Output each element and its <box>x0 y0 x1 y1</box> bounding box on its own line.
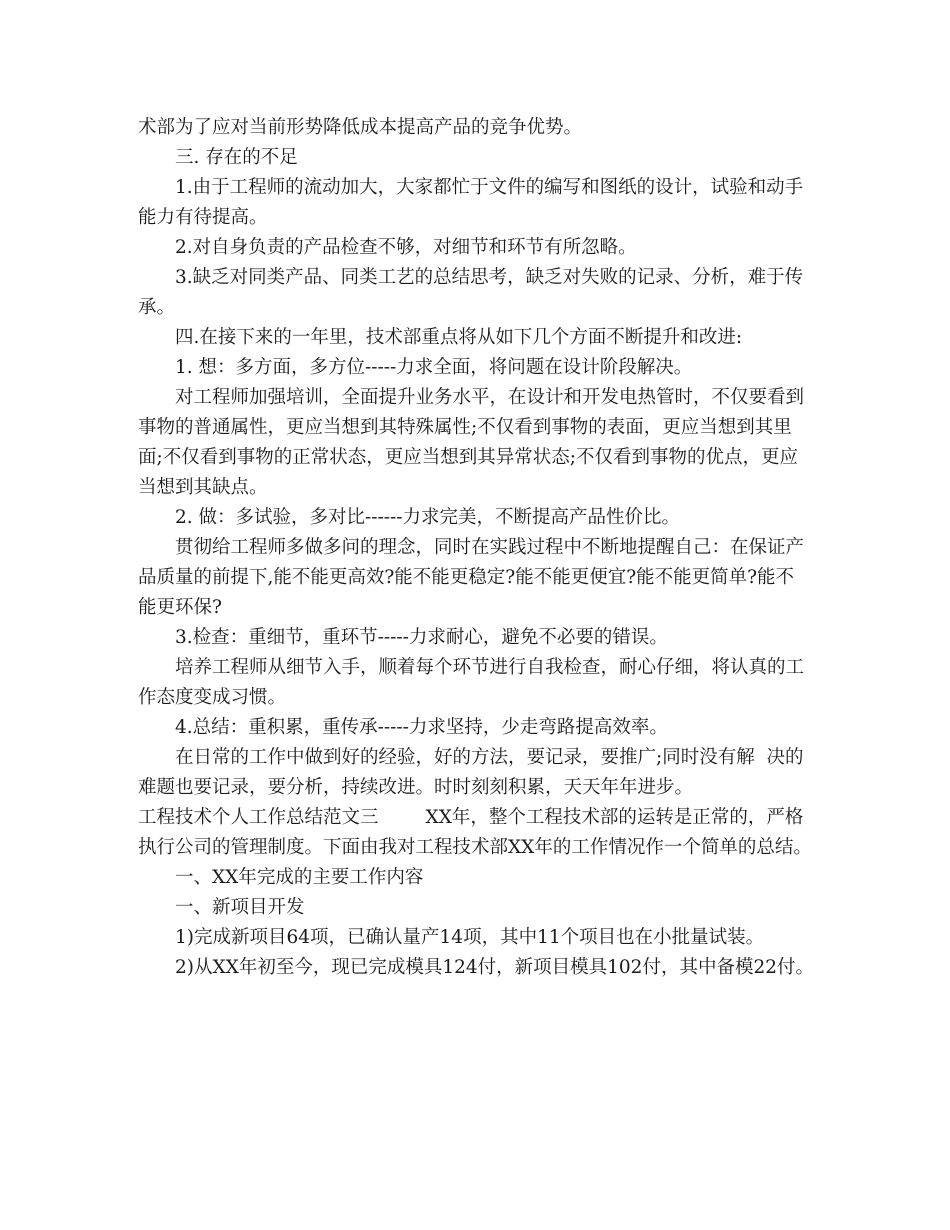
text-line: 对工程师加强培训，全面提升业务水平，在设计和开发电热管时，不仅要看到 <box>175 387 805 408</box>
text-line: 4.总结：重积累，重传承-----力求坚持，少走弯路提高效率。 <box>175 717 668 738</box>
section-heading: 四.在接下来的一年里，技术部重点将从如下几个方面不断提升和改进: <box>175 327 743 348</box>
section-heading: 三. 存在的不足 <box>175 147 298 168</box>
text-line: 2)从XX年初至今，现已完成模具124付，新项目模具102付，其中备模22付。 <box>175 957 814 978</box>
text-line: 1)完成新项目64项，已确认量产14项，其中11个项目也在小批量试装。 <box>175 927 765 948</box>
text-line: 培养工程师从细节入手，顺着每个环节进行自我检查，耐心仔细，将认真的工 <box>175 657 805 678</box>
section-heading: 一、XX年完成的主要工作内容 <box>175 867 424 888</box>
text-line: 执行公司的管理制度。下面由我对工程技术部XX年的工作情况作一个简单的总结。 <box>138 837 812 858</box>
text-line: 当想到其缺点。 <box>138 477 268 498</box>
text-line: 品质量的前提下,能不能更高效?能不能更稳定?能不能更便宜?能不能更简单?能不 <box>138 567 795 588</box>
text-line: 面;不仅看到事物的正常状态，更应当想到其异常状态;不仅看到事物的优点，更应 <box>138 447 798 468</box>
text-line: 贯彻给工程师多做多问的理念，同时在实践过程中不断地提醒自己：在保证产 <box>175 537 805 558</box>
text-line: 1.由于工程师的流动加大，大家都忙于文件的编写和图纸的设计，试验和动手 <box>175 177 804 198</box>
text-line: 能更环保? <box>138 597 222 618</box>
document-body <box>138 113 814 983</box>
section-heading: 一、新项目开发 <box>175 897 305 918</box>
article-title-line: 工程技术个人工作总结范文三 XX年，整个工程技术部的运转是正常的，严格 <box>138 807 804 828</box>
text-line: 难题也要记录，要分析，持续改进。时时刻刻积累，天天年年进步。 <box>138 777 694 798</box>
text-line: 作态度变成习惯。 <box>138 687 287 708</box>
text-line: 在日常的工作中做到好的经验，好的方法，要记录，要推广;同时没有解 决的 <box>175 747 804 768</box>
text-line: 术部为了应对当前形势降低成本提高产品的竞争优势。 <box>138 117 583 138</box>
text-line: 1. 想：多方面，多方位-----力求全面，将问题在设计阶段解决。 <box>175 357 693 378</box>
text-line: 能力有待提高。 <box>138 207 268 228</box>
text-line: 事物的普通属性，更应当想到其特殊属性;不仅看到事物的表面，更应当想到其里 <box>138 417 792 438</box>
text-line: 3.缺乏对同类产品、同类工艺的总结思考，缺乏对失败的记录、分析，难于传 <box>175 267 804 288</box>
text-line: 2.对自身负责的产品检查不够，对细节和环节有所忽略。 <box>175 237 637 258</box>
text-line: 2. 做：多试验，多对比------力求完美，不断提高产品性价比。 <box>175 507 681 528</box>
text-line: 3.检查：重细节，重环节-----力求耐心，避免不必要的错误。 <box>175 627 668 648</box>
text-line: 承。 <box>138 297 176 318</box>
